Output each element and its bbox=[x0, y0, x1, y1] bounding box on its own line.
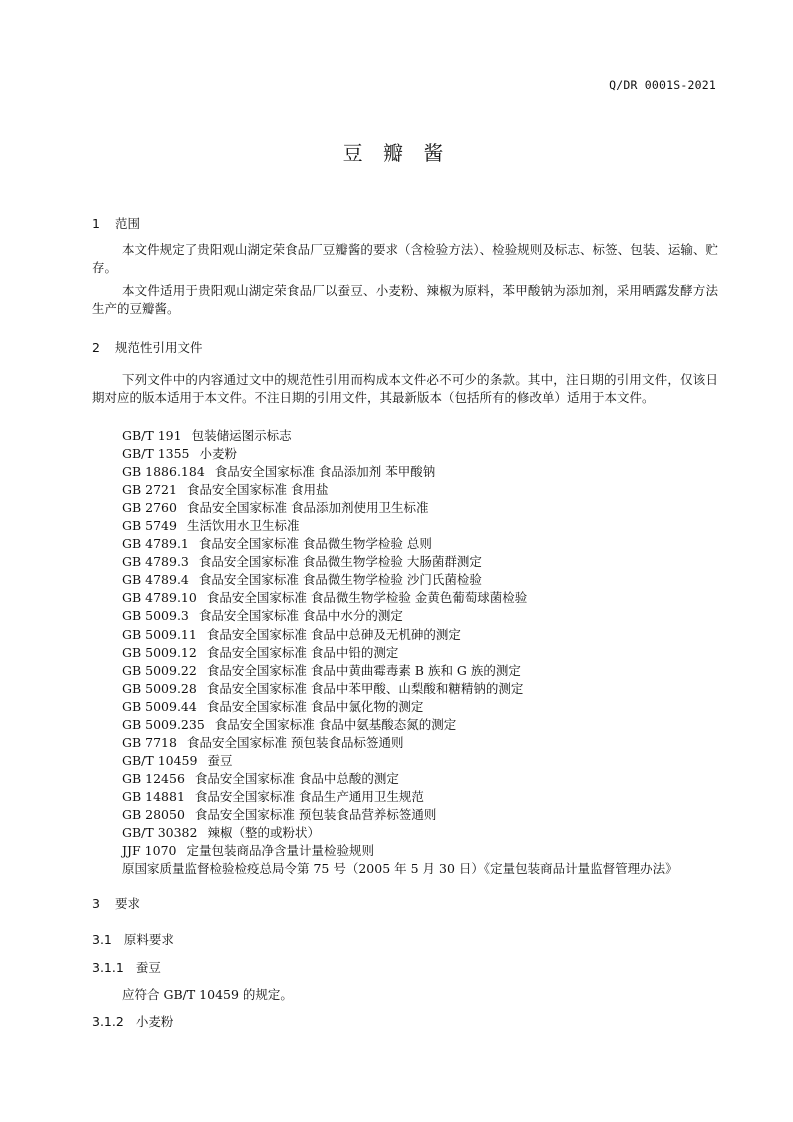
reference-item bbox=[122, 698, 722, 716]
reference-title: 小麦粉 bbox=[199, 446, 238, 462]
reference-item bbox=[122, 752, 722, 770]
subsection-number: 3.1.1 bbox=[92, 960, 124, 975]
reference-item bbox=[122, 788, 722, 806]
reference-code: GB 1886.184 bbox=[122, 464, 205, 480]
reference-decree: 原国家质量监督检验检疫总局令第 75 号（2005 年 5 月 30 日）《定量包装商品计量监督管理办法》 bbox=[122, 861, 678, 877]
reference-title: 食品安全国家标准 食用盐 bbox=[186, 482, 329, 498]
reference-title: 食品安全国家标准 食品生产通用卫生规范 bbox=[194, 788, 424, 804]
section-2-intro: 下列文件中的内容通过文中的规范性引用而构成本文件必不可少的条款。其中，注日期的引用文件，仅该日期对应的版本适用于本文件。不注日期的引用文件，其最新版本（包括所有的修改单）适用于本文件。 bbox=[92, 372, 718, 405]
reference-item bbox=[122, 535, 722, 553]
section-1-paragraph-2: 本文件适用于贵阳观山湖定荣食品厂以蚕豆、小麦粉、辣椒为原料，苯甲酸钠为添加剂，采用晒露发酵方法生产的豆瓣酱。 bbox=[92, 283, 718, 316]
reference-code: GB/T 30382 bbox=[122, 825, 198, 841]
section-number: 3 bbox=[92, 896, 100, 911]
reference-item bbox=[122, 463, 722, 481]
section-title: 范围 bbox=[115, 216, 141, 231]
reference-title: 食品安全国家标准 食品中黄曲霉毒素 B 族和 G 族的测定 bbox=[206, 662, 521, 678]
section-1-heading bbox=[92, 214, 140, 232]
reference-title: 食品安全国家标准 食品中苯甲酸、山梨酸和糖精钠的测定 bbox=[206, 680, 524, 696]
reference-item bbox=[122, 806, 722, 824]
reference-code: GB 4789.4 bbox=[122, 572, 189, 588]
subsection-number: 3.1.2 bbox=[92, 1014, 124, 1029]
section-3-heading bbox=[92, 894, 140, 912]
reference-item bbox=[122, 481, 722, 499]
reference-code: GB 5009.235 bbox=[122, 716, 205, 732]
reference-item bbox=[122, 662, 722, 680]
reference-title: 食品安全国家标准 食品中水分的测定 bbox=[198, 608, 403, 624]
subsection-3-1-1-text: 应符合 GB/T 10459 的规定。 bbox=[122, 987, 293, 1002]
reference-title: 食品安全国家标准 食品添加剂 苯甲酸钠 bbox=[214, 464, 436, 480]
reference-code: GB 4789.3 bbox=[122, 554, 189, 570]
reference-title: 食品安全国家标准 预包装食品标签通则 bbox=[186, 734, 404, 750]
reference-title: 食品安全国家标准 预包装食品营养标签通则 bbox=[194, 806, 437, 822]
document-code: Q/DR 0001S-2021 bbox=[609, 78, 716, 92]
reference-item bbox=[122, 427, 722, 445]
reference-item bbox=[122, 589, 722, 607]
section-2-heading bbox=[92, 338, 203, 356]
reference-item bbox=[122, 824, 722, 842]
reference-code: GB/T 191 bbox=[122, 428, 182, 443]
reference-title: 食品安全国家标准 食品中铅的测定 bbox=[206, 644, 399, 660]
reference-title: 生活饮用水卫生标准 bbox=[186, 518, 300, 534]
reference-item bbox=[122, 445, 722, 463]
subsection-title: 原料要求 bbox=[123, 932, 174, 947]
reference-code: GB/T 1355 bbox=[122, 446, 190, 462]
reference-code: GB 7718 bbox=[122, 734, 177, 750]
reference-item bbox=[122, 499, 722, 517]
subsection-3-1-1-heading bbox=[92, 958, 161, 976]
reference-item bbox=[122, 571, 722, 589]
subsection-title: 小麦粉 bbox=[135, 1014, 174, 1029]
reference-item bbox=[122, 716, 722, 734]
reference-title: 食品安全国家标准 食品添加剂使用卫生标准 bbox=[186, 500, 429, 516]
reference-code: GB 28050 bbox=[122, 806, 185, 822]
reference-title: 食品安全国家标准 食品中总砷及无机砷的测定 bbox=[206, 626, 461, 642]
reference-item bbox=[122, 644, 722, 662]
subsection-3-1-heading bbox=[92, 930, 174, 948]
reference-code: GB 5009.11 bbox=[122, 626, 197, 642]
reference-title: 食品安全国家标准 食品微生物学检验 沙门氏菌检验 bbox=[198, 572, 482, 588]
reference-item bbox=[122, 553, 722, 571]
reference-item bbox=[122, 734, 722, 752]
reference-code: GB 5009.22 bbox=[122, 662, 197, 678]
reference-list bbox=[122, 427, 722, 878]
reference-title: 食品安全国家标准 食品微生物学检验 总则 bbox=[198, 536, 432, 552]
document-title: 豆 瓣 酱 bbox=[342, 141, 451, 165]
reference-title: 定量包装商品净含量计量检验规则 bbox=[186, 843, 374, 859]
reference-code: GB/T 10459 bbox=[122, 752, 198, 768]
reference-code: GB 5749 bbox=[122, 518, 177, 534]
reference-item bbox=[122, 607, 722, 625]
reference-code: GB 5009.44 bbox=[122, 698, 197, 714]
reference-title: 包装储运图示标志 bbox=[191, 428, 292, 443]
reference-code: GB 5009.12 bbox=[122, 644, 197, 660]
reference-title: 食品安全国家标准 食品中总酸的测定 bbox=[194, 770, 399, 786]
reference-code: GB 5009.3 bbox=[122, 608, 189, 624]
reference-code: GB 5009.28 bbox=[122, 680, 197, 696]
reference-title: 食品安全国家标准 食品中氯化物的测定 bbox=[206, 698, 424, 714]
section-title: 规范性引用文件 bbox=[115, 340, 203, 355]
reference-title: 辣椒（整的或粉状） bbox=[207, 825, 320, 841]
subsection-title: 蚕豆 bbox=[135, 960, 161, 975]
subsection-3-1-2-heading bbox=[92, 1012, 173, 1030]
reference-code: GB 4789.1 bbox=[122, 536, 189, 552]
section-number: 1 bbox=[92, 216, 100, 231]
reference-title: 食品安全国家标准 食品微生物学检验 大肠菌群测定 bbox=[198, 554, 482, 570]
reference-item bbox=[122, 680, 722, 698]
reference-item bbox=[122, 517, 722, 535]
reference-code: GB 4789.10 bbox=[122, 590, 197, 606]
reference-item bbox=[122, 770, 722, 788]
reference-item bbox=[122, 842, 722, 860]
reference-code: GB 14881 bbox=[122, 788, 185, 804]
reference-title: 蚕豆 bbox=[207, 752, 233, 768]
reference-title: 食品安全国家标准 食品微生物学检验 金黄色葡萄球菌检验 bbox=[206, 590, 528, 606]
reference-code: GB 2760 bbox=[122, 500, 177, 516]
reference-item bbox=[122, 626, 722, 644]
reference-code: GB 2721 bbox=[122, 482, 177, 498]
section-1-paragraph-1: 本文件规定了贵阳观山湖定荣食品厂豆瓣酱的要求（含检验方法）、检验规则及标志、标签、包装、运输、贮存。 bbox=[92, 242, 718, 275]
subsection-number: 3.1 bbox=[92, 932, 112, 947]
reference-title: 食品安全国家标准 食品中氨基酸态氮的测定 bbox=[214, 716, 457, 732]
section-title: 要求 bbox=[115, 896, 141, 911]
reference-code: GB 12456 bbox=[122, 770, 185, 786]
reference-code: JJF 1070 bbox=[122, 843, 177, 859]
section-number: 2 bbox=[92, 340, 100, 355]
